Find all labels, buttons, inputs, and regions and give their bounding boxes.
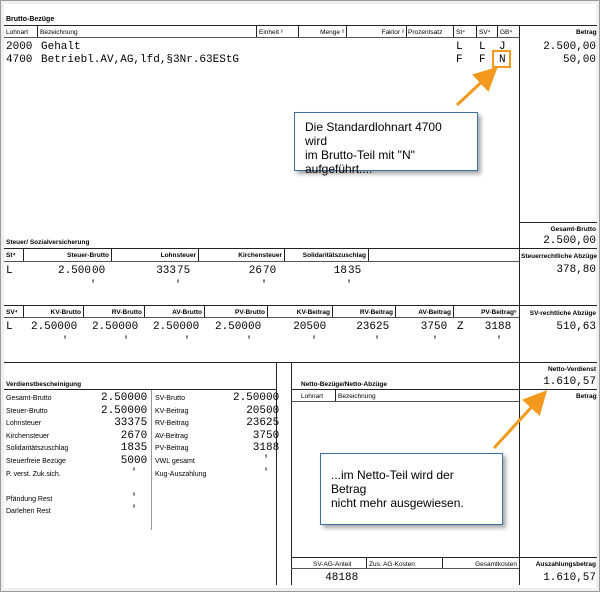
verdienst-row-value: 2.500 — [100, 404, 134, 417]
kv-brutto-cents: 00 — [64, 321, 78, 333]
col-pv-beitrag: PV-Beitrag⁵ — [481, 309, 517, 316]
verdienst-row-label: Steuerfreie Bezüge — [6, 458, 66, 465]
col-av-brutto: AV-Brutto — [172, 309, 202, 316]
col-kv-beitrag: KV-Beitrag — [296, 309, 330, 316]
tick-mark: ' — [175, 280, 182, 291]
pv-beitrag-cents: 88 — [498, 321, 512, 333]
verdienst-row-cents: 35 — [134, 442, 148, 455]
sv-ag-anteil-value: 481 — [325, 572, 345, 584]
table-row-sv: L — [479, 41, 486, 53]
verdienst-row-value: 236 — [246, 417, 266, 430]
verdienst-row-value: 205 — [246, 404, 266, 417]
pv-brutto-value: 2.500 — [214, 321, 248, 333]
kv-brutto-value: 2.500 — [30, 321, 64, 333]
pv-beitrag-value: 31 — [484, 321, 498, 333]
auszahlung-label: Auszahlungsbetrag — [535, 561, 596, 568]
kv-beitrag-value: 205 — [293, 321, 313, 333]
annotation-arrows — [1, 1, 600, 592]
verdienst-row-label: Solidaritätszuschlag — [6, 445, 69, 453]
tick-mark: ' — [131, 492, 138, 504]
table-row-gb: J — [499, 41, 506, 53]
tick-mark: ' — [246, 336, 253, 347]
verdienst-row-label: Darlehen Rest — [6, 508, 51, 516]
av-beitrag-cents: 50 — [434, 321, 448, 333]
col-kirchensteuer: Kirchensteuer — [238, 252, 282, 259]
av-beitrag-value: 37 — [420, 321, 434, 333]
col-rv-brutto: RV-Brutto — [111, 309, 142, 316]
callout-bottom: ...im Netto-Teil wird der Betrag nicht mehr ausgewiesen. — [320, 453, 503, 525]
col-bezeichnung: Bezeichnung — [338, 393, 376, 400]
steuer-st-value: L — [6, 265, 13, 277]
verdienst-row-cents: 00 — [266, 404, 280, 417]
tick-mark: ' — [263, 467, 270, 479]
verdienst-row-label: Kirchensteuer — [6, 432, 50, 440]
rv-beitrag-cents: 25 — [376, 321, 390, 333]
netto-verdienst-value: 1.610,57 — [543, 376, 596, 388]
verdienst-row-label: Lohnsteuer — [6, 420, 42, 428]
col-st: St⁴ — [6, 252, 16, 259]
tick-mark: ' — [131, 505, 138, 517]
tick-mark: ' — [123, 336, 130, 347]
table-row-betrag: 2.500,00 — [543, 41, 596, 53]
gesamt-brutto-label: Gesamt-Brutto — [550, 226, 596, 233]
col-rv-beitrag: RV-Beitrag — [359, 309, 393, 316]
verdienst-row-value: 2.500 — [100, 392, 134, 404]
table-row-lohnart: 2000 — [6, 41, 33, 53]
col-st: St⁴ — [456, 29, 465, 36]
verdienst-row-cents: 70 — [134, 429, 148, 442]
col-betrag: Betrag — [576, 29, 597, 36]
table-row-bezeichnung: Betriebl.AV,AG,lfd,§3Nr.63EStG — [41, 54, 240, 66]
table-row-st: L — [456, 41, 463, 53]
lohnsteuer-value: 333 — [156, 265, 176, 277]
tick-mark: ' — [496, 336, 503, 347]
steuer-brutto-value: 2.500 — [57, 265, 91, 277]
table-row-st: F — [456, 54, 463, 66]
verdienst-row-cents: 00 — [134, 455, 148, 467]
gesamt-brutto-value: 2.500,00 — [543, 235, 596, 247]
z-flag: Z — [457, 321, 464, 333]
verdienst-row-value: 31 — [252, 442, 266, 455]
verdienst-row-label: KV-Beitrag — [155, 407, 189, 415]
av-brutto-value: 2.500 — [152, 321, 186, 333]
verdienst-row-cents: 00 — [266, 392, 280, 404]
kv-beitrag-cents: 00 — [313, 321, 327, 333]
sv-abzuege-label: SV-rechtliche Abzüge — [529, 310, 596, 317]
brutto-title: Brutto-Bezüge — [6, 16, 55, 23]
verdienst-row-value: 26 — [120, 429, 134, 442]
col-pv-brutto: PV-Brutto — [235, 309, 265, 316]
table-row-lohnart: 4700 — [6, 54, 33, 66]
tick-mark: ' — [184, 336, 191, 347]
tick-mark: ' — [346, 280, 353, 291]
verdienst-row-cents: 00 — [134, 404, 148, 417]
col-steuer-brutto: Steuer-Brutto — [67, 252, 109, 259]
tick-mark: ' — [311, 336, 318, 347]
col-lohnsteuer: Lohnsteuer — [160, 252, 196, 259]
verdienst-row-label: Steuer-Brutto — [6, 407, 48, 415]
tick-mark: ' — [90, 280, 97, 291]
verdienst-row-label: Kug-Auszahlung — [155, 470, 207, 478]
tick-mark: ' — [261, 280, 268, 291]
col-sv: SV⁴ — [6, 309, 18, 316]
verdienst-row-cents: 00 — [134, 392, 148, 404]
verdienst-row-value: 18 — [120, 442, 134, 455]
col-menge: Menge ² — [320, 29, 344, 36]
table-row-sv: F — [479, 54, 486, 66]
verdienst-row-label: PV-Beitrag — [155, 445, 189, 453]
verdienst-row-label: SV-Brutto — [155, 395, 185, 402]
verdienst-row-label: P. verst. Zuk.sich. — [6, 470, 61, 478]
tick-mark: ' — [62, 336, 69, 347]
verdienst-row-label: RV-Beitrag — [155, 420, 189, 428]
soli-value: 18 — [333, 265, 347, 277]
gesamtkosten-label: Gesamtkosten — [475, 561, 517, 568]
steuer-brutto-cents: 00 — [92, 265, 106, 277]
col-av-beitrag: AV-Beitrag — [418, 309, 451, 316]
kirchensteuer-cents: 70 — [263, 265, 277, 277]
verdienst-row-label: Pfändung Rest — [6, 495, 53, 503]
col-lohnart: Lohnart — [301, 393, 324, 400]
table-row-gb: N — [499, 54, 506, 66]
verdienst-row-value: 2.500 — [232, 392, 266, 404]
netto-title: Netto-Bezüge/Netto-Abzüge — [301, 381, 387, 388]
verdienst-row-cents: 88 — [266, 442, 280, 455]
col-prozentsatz: Prozentsatz — [408, 29, 443, 36]
col-sv: SV⁴ — [479, 29, 491, 36]
steuer-abzuege-label: Steuerrechtliche Abzüge — [521, 253, 597, 260]
verdienst-title: Verdienstbescheinigung — [6, 381, 82, 388]
netto-verdienst-label: Netto-Verdienst — [547, 366, 596, 373]
steuer-abzuege-value: 378,80 — [556, 264, 596, 276]
arrow-to-n — [457, 75, 489, 105]
tick-mark: ' — [263, 455, 270, 466]
verdienst-row-value: 37 — [252, 429, 266, 442]
callout-top: Die Standardlohnart 4700 wird im Brutto-Teil mit "N" aufgeführt.... — [294, 112, 478, 171]
verdienst-row-value: 333 — [114, 417, 134, 430]
sv-ag-anteil-cents: 88 — [345, 572, 359, 584]
sv-value: L — [6, 321, 13, 333]
rv-brutto-value: 2.500 — [91, 321, 125, 333]
col-gb: GB⁴ — [500, 29, 513, 36]
rv-brutto-cents: 00 — [125, 321, 139, 333]
sv-abzuege-value: 510,63 — [556, 321, 596, 333]
verdienst-row-label: AV-Beitrag — [155, 432, 188, 440]
table-row-bezeichnung: Gehalt — [41, 41, 81, 53]
rv-beitrag-value: 236 — [356, 321, 376, 333]
tick-mark: ' — [374, 336, 381, 347]
verdienst-row-cents: 75 — [134, 417, 148, 430]
verdienst-row-label: VWL gesamt — [155, 458, 195, 465]
verdienst-row-cents: 50 — [266, 429, 280, 442]
av-brutto-cents: 00 — [186, 321, 200, 333]
verdienst-row-cents: 25 — [266, 417, 280, 430]
col-soli: Solidaritätszuschlag — [302, 252, 366, 259]
col-betrag: Betrag — [576, 393, 597, 400]
kirchensteuer-value: 26 — [248, 265, 262, 277]
verdienst-row-value: 50 — [120, 455, 134, 467]
table-row-betrag: 50,00 — [562, 54, 596, 66]
zus-ag-kosten-label: Zus. AG-Kosten — [369, 561, 415, 568]
soli-cents: 35 — [348, 265, 362, 277]
steuer-title: Steuer/ Sozialversicherung — [6, 239, 90, 246]
tick-mark: ' — [432, 336, 439, 347]
col-kv-brutto: KV-Brutto — [50, 309, 81, 316]
col-einheit: Einheit ² — [259, 29, 283, 36]
sv-ag-anteil-label: SV-AG-Anteil — [313, 561, 352, 568]
col-lohnart: Lohnart — [6, 29, 29, 36]
tick-mark: ' — [131, 467, 138, 479]
col-faktor: Faktor ² — [381, 29, 404, 36]
auszahlung-value: 1.610,57 — [543, 572, 596, 584]
pv-brutto-cents: 00 — [248, 321, 262, 333]
verdienst-row-label: Gesamt-Brutto — [6, 395, 52, 402]
lohnsteuer-cents: 75 — [177, 265, 191, 277]
col-bezeichnung: Bezeichnung — [40, 29, 78, 36]
arrow-to-betrag — [494, 399, 539, 448]
